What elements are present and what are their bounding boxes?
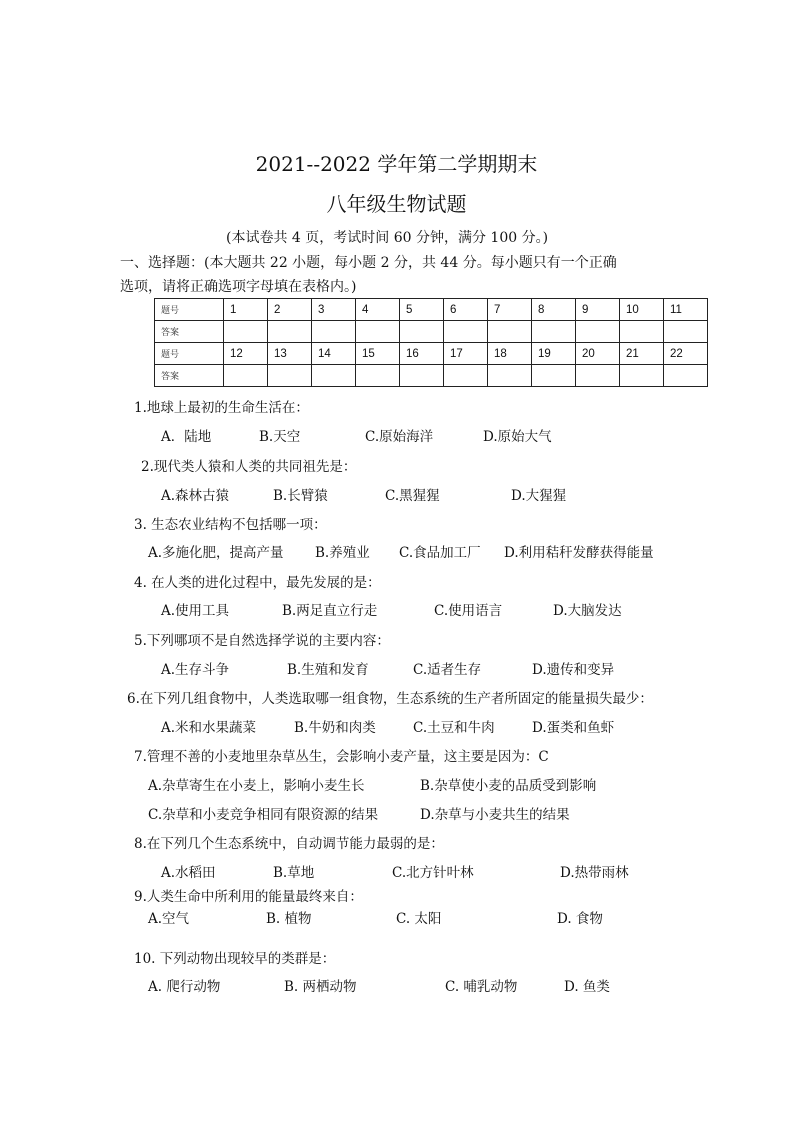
question-number-cell: 14 <box>312 343 356 365</box>
exam-title: 2021--2022 学年第二学期期末 <box>255 152 538 176</box>
question-stem: 4. 在人类的进化过程中，最先发展的是： <box>134 575 381 591</box>
question-option: C.原始海洋 <box>365 429 434 445</box>
question-stem: 5.下列哪项不是自然选择学说的主要内容： <box>134 633 390 649</box>
question-option: A.使用工具 <box>161 603 230 619</box>
question-stem: 7.管理不善的小麦地里杂草丛生，会影响小麦产量，这主要是因为：C <box>134 749 549 765</box>
answer-table <box>154 298 708 387</box>
question-option: B.长臂猿 <box>273 488 328 504</box>
question-stem: 2.现代类人猿和人类的共同祖先是： <box>141 459 357 475</box>
question-option: B.天空 <box>259 429 301 445</box>
section-instructions-line1: 一、选择题：(本大题共 22 小题，每小题 2 分，共 44 分。每小题只有一个正确 <box>120 255 617 271</box>
question-option: B. 植物 <box>266 911 312 927</box>
answer-label: 答案 <box>155 321 224 343</box>
question-option: D.蛋类和鱼虾 <box>532 720 615 736</box>
question-number-cell: 19 <box>532 343 576 365</box>
question-option: B.牛奶和肉类 <box>294 720 376 736</box>
answer-cell[interactable] <box>268 321 312 343</box>
question-option: A.森林古猿 <box>161 488 230 504</box>
question-option: B.两足直立行走 <box>282 603 378 619</box>
question-option: C.黑猩猩 <box>385 488 440 504</box>
answer-cell[interactable] <box>444 321 488 343</box>
answer-table-row <box>155 343 708 365</box>
question-stem: 9.人类生命中所利用的能量最终来自： <box>134 889 363 905</box>
question-number-cell: 13 <box>268 343 312 365</box>
question-option: D.遗传和变异 <box>532 662 615 678</box>
question-number-cell: 15 <box>356 343 400 365</box>
answer-cell[interactable] <box>400 365 444 387</box>
question-option: C.杂草和小麦竞争相同有限资源的结果 <box>148 807 379 823</box>
question-stem: 6.在下列几组食物中，人类选取哪一组食物，生态系统的生产者所固定的能量损失最少： <box>127 691 653 707</box>
question-number-cell: 3 <box>312 299 356 321</box>
question-number-cell: 6 <box>444 299 488 321</box>
answer-cell[interactable] <box>488 365 532 387</box>
question-option: B.杂草使小麦的品质受到影响 <box>420 778 597 794</box>
question-number-cell: 11 <box>664 299 708 321</box>
question-number-cell: 21 <box>620 343 664 365</box>
question-number-cell: 10 <box>620 299 664 321</box>
question-option: A.空气 <box>148 911 190 927</box>
question-option: A.米和水果蔬菜 <box>161 720 257 736</box>
question-option: D.热带雨林 <box>560 865 629 881</box>
question-option: A. 爬行动物 <box>148 979 221 995</box>
question-option: C.土豆和牛肉 <box>413 720 495 736</box>
question-option: C. 哺乳动物 <box>445 979 518 995</box>
answer-cell[interactable] <box>224 321 268 343</box>
question-number-cell: 20 <box>576 343 620 365</box>
question-number-cell: 4 <box>356 299 400 321</box>
question-option: A.水稻田 <box>161 865 216 881</box>
question-option: A.生存斗争 <box>161 662 230 678</box>
answer-cell[interactable] <box>356 365 400 387</box>
question-number-cell: 1 <box>224 299 268 321</box>
question-number-cell: 5 <box>400 299 444 321</box>
answer-cell[interactable] <box>312 321 356 343</box>
answer-cell[interactable] <box>224 365 268 387</box>
question-option: C.北方针叶林 <box>392 865 474 881</box>
question-number-cell: 7 <box>488 299 532 321</box>
question-number-cell: 9 <box>576 299 620 321</box>
question-option: A.多施化肥，提高产量 <box>148 545 284 561</box>
question-number-cell: 17 <box>444 343 488 365</box>
answer-cell[interactable] <box>312 365 356 387</box>
question-stem: 1.地球上最初的生命生活在： <box>134 400 309 416</box>
answer-cell[interactable] <box>664 321 708 343</box>
question-option: D.原始大气 <box>483 429 552 445</box>
answer-cell[interactable] <box>620 365 664 387</box>
question-number-cell: 8 <box>532 299 576 321</box>
answer-cell[interactable] <box>488 321 532 343</box>
answer-table-row <box>155 321 708 343</box>
question-option: A．陆地 <box>161 429 212 445</box>
answer-cell[interactable] <box>532 321 576 343</box>
answer-label: 答案 <box>155 365 224 387</box>
question-option: D.大脑发达 <box>553 603 622 619</box>
section-instructions-line2: 选项，请将正确选项字母填在表格内。) <box>120 279 357 295</box>
answer-cell[interactable] <box>664 365 708 387</box>
question-option: B.养殖业 <box>315 545 370 561</box>
question-stem: 8.在下列几个生态系统中，自动调节能力最弱的是： <box>134 836 444 852</box>
question-option: B.草地 <box>273 865 315 881</box>
question-option: B.生殖和发育 <box>287 662 369 678</box>
answer-cell[interactable] <box>620 321 664 343</box>
answer-cell[interactable] <box>444 365 488 387</box>
answer-cell[interactable] <box>576 321 620 343</box>
answer-cell[interactable] <box>400 321 444 343</box>
question-number-cell: 16 <box>400 343 444 365</box>
answer-cell[interactable] <box>532 365 576 387</box>
question-option: C.适者生存 <box>413 662 482 678</box>
question-number-cell: 12 <box>224 343 268 365</box>
question-option: C. 太阳 <box>396 911 442 927</box>
question-stem: 10. 下列动物出现较早的类群是： <box>134 951 336 967</box>
question-option: D.利用秸秆发酵获得能量 <box>504 545 654 561</box>
exam-note: (本试卷共 4 页，考试时间 60 分钟，满分 100 分。) <box>226 230 549 246</box>
answer-table-row <box>155 299 708 321</box>
question-option: C.使用语言 <box>434 603 503 619</box>
question-number-cell: 18 <box>488 343 532 365</box>
question-option: D.大猩猩 <box>511 488 567 504</box>
exam-subject-title: 八年级生物试题 <box>326 192 467 216</box>
question-number-cell: 2 <box>268 299 312 321</box>
question-number-cell: 22 <box>664 343 708 365</box>
question-option: D. 鱼类 <box>564 979 610 995</box>
question-number-label: 题号 <box>155 299 224 321</box>
question-option: B. 两栖动物 <box>284 979 357 995</box>
answer-table-row <box>155 365 708 387</box>
answer-cell[interactable] <box>356 321 400 343</box>
question-option: C.食品加工厂 <box>399 545 481 561</box>
answer-cell[interactable] <box>576 365 620 387</box>
question-stem: 3. 生态农业结构不包括哪一项： <box>134 517 327 533</box>
question-option: D.杂草与小麦共生的结果 <box>420 807 570 823</box>
answer-cell[interactable] <box>268 365 312 387</box>
question-option: A.杂草寄生在小麦上，影响小麦生长 <box>148 778 365 794</box>
question-option: D. 食物 <box>557 911 603 927</box>
question-number-label: 题号 <box>155 343 224 365</box>
